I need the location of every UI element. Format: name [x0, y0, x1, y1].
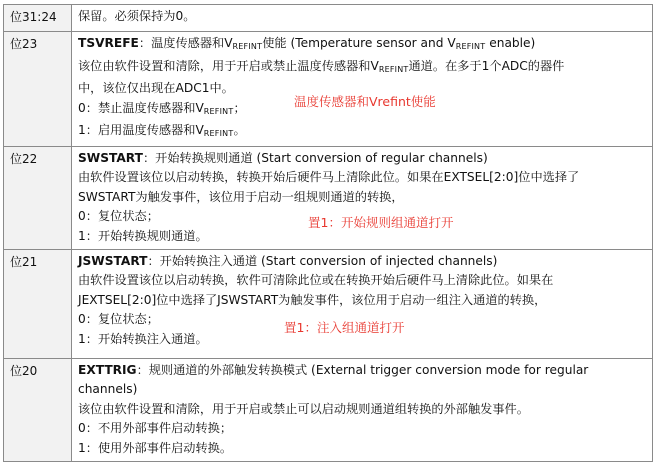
row-bit-21 — [4, 249, 653, 358]
field-title-cont: channels) — [78, 382, 138, 396]
field-desc-line: 中，该位仅出现在ADC1中。 — [78, 81, 234, 95]
bit-label: 位31:24 — [4, 5, 72, 32]
option-0: 0：不用外部事件启动转换； — [78, 421, 233, 435]
field-title: SWSTART：开始转换规则通道 (Start conversion of regular channels) — [78, 150, 488, 165]
option-1: 1：开始转换规则通道。 — [78, 228, 208, 243]
row-bits-31-24 — [4, 5, 653, 32]
row-bit-22 — [4, 146, 653, 249]
handwritten-annotation: 置1：注入组通道打开 — [284, 319, 405, 335]
field-desc-line: 该位由软件设置和清除，用于开启或禁止可以启动规则通道组转换的外部触发事件。 — [78, 401, 529, 416]
option-1: 1：启用温度传感器和$V_{REFINT}$。 — [78, 123, 246, 138]
option-1: 1：开始转换注入通道。 — [78, 331, 208, 346]
field-desc-line: 由软件设置该位以启动转换，转换开始后硬件马上清除此位。如果在EXTSEL[2:0]位中选择了 — [78, 170, 580, 184]
bit-label: 位23 — [4, 32, 72, 147]
field-name: TSVREFE — [78, 36, 139, 50]
option-0: 0：复位状态； — [78, 209, 159, 223]
field-title: EXTTRIG：规则通道的外部触发转换模式 (External trigger conversion mode for regular — [78, 362, 589, 377]
handwritten-annotation: 置1：开始规则组通道打开 — [308, 214, 454, 230]
bit-label: 位21 — [4, 249, 72, 358]
option-0: 0：禁止温度传感器和$V_{REFINT}$； — [78, 100, 246, 116]
bit-description — [72, 32, 653, 147]
row-bit-20 — [4, 358, 653, 461]
bit-description — [72, 358, 653, 461]
register-bit-table — [3, 4, 653, 462]
field-desc-line: 该位由软件设置和清除，用于开启或禁止温度传感器和$V_{REFINT}$通道。在多于1个ADC的器件 — [78, 58, 565, 74]
field-name: EXTTRIG — [78, 362, 137, 377]
handwritten-annotation: 温度传感器和Vrefint使能 — [294, 94, 436, 109]
field-name: SWSTART — [78, 150, 143, 165]
option-0: 0：复位状态； — [78, 312, 159, 326]
bit-label: 位20 — [4, 358, 72, 461]
field-desc-line: SWSTART为触发事件，该位用于启动一组规则通道的转换， — [78, 189, 404, 204]
field-name: JSWSTART — [78, 253, 148, 268]
bit-label: 位22 — [4, 146, 72, 249]
field-title: JSWSTART：开始转换注入通道 (Start conversion of injected channels) — [78, 253, 498, 268]
field-title: TSVREFE：温度传感器和$V_{REFINT}$使能 (Temperature sensor and $V_{REFINT}$ enable) — [78, 36, 536, 51]
bit-description — [72, 249, 653, 358]
reserved-text: 保留。必须保持为0。 — [78, 9, 196, 23]
field-desc-line: 由软件设置该位以启动转换，软件可清除此位或在转换开始后硬件马上清除此位。如果在 — [78, 273, 554, 287]
bit-description — [72, 146, 653, 249]
option-1: 1：使用外部事件启动转换。 — [78, 440, 233, 455]
row-bit-23 — [4, 32, 653, 147]
field-desc-line: JEXTSEL[2:0]位中选择了JSWSTART为触发事件，该位用于启动一组注入通道的转换， — [78, 292, 547, 307]
bit-description — [72, 5, 653, 32]
